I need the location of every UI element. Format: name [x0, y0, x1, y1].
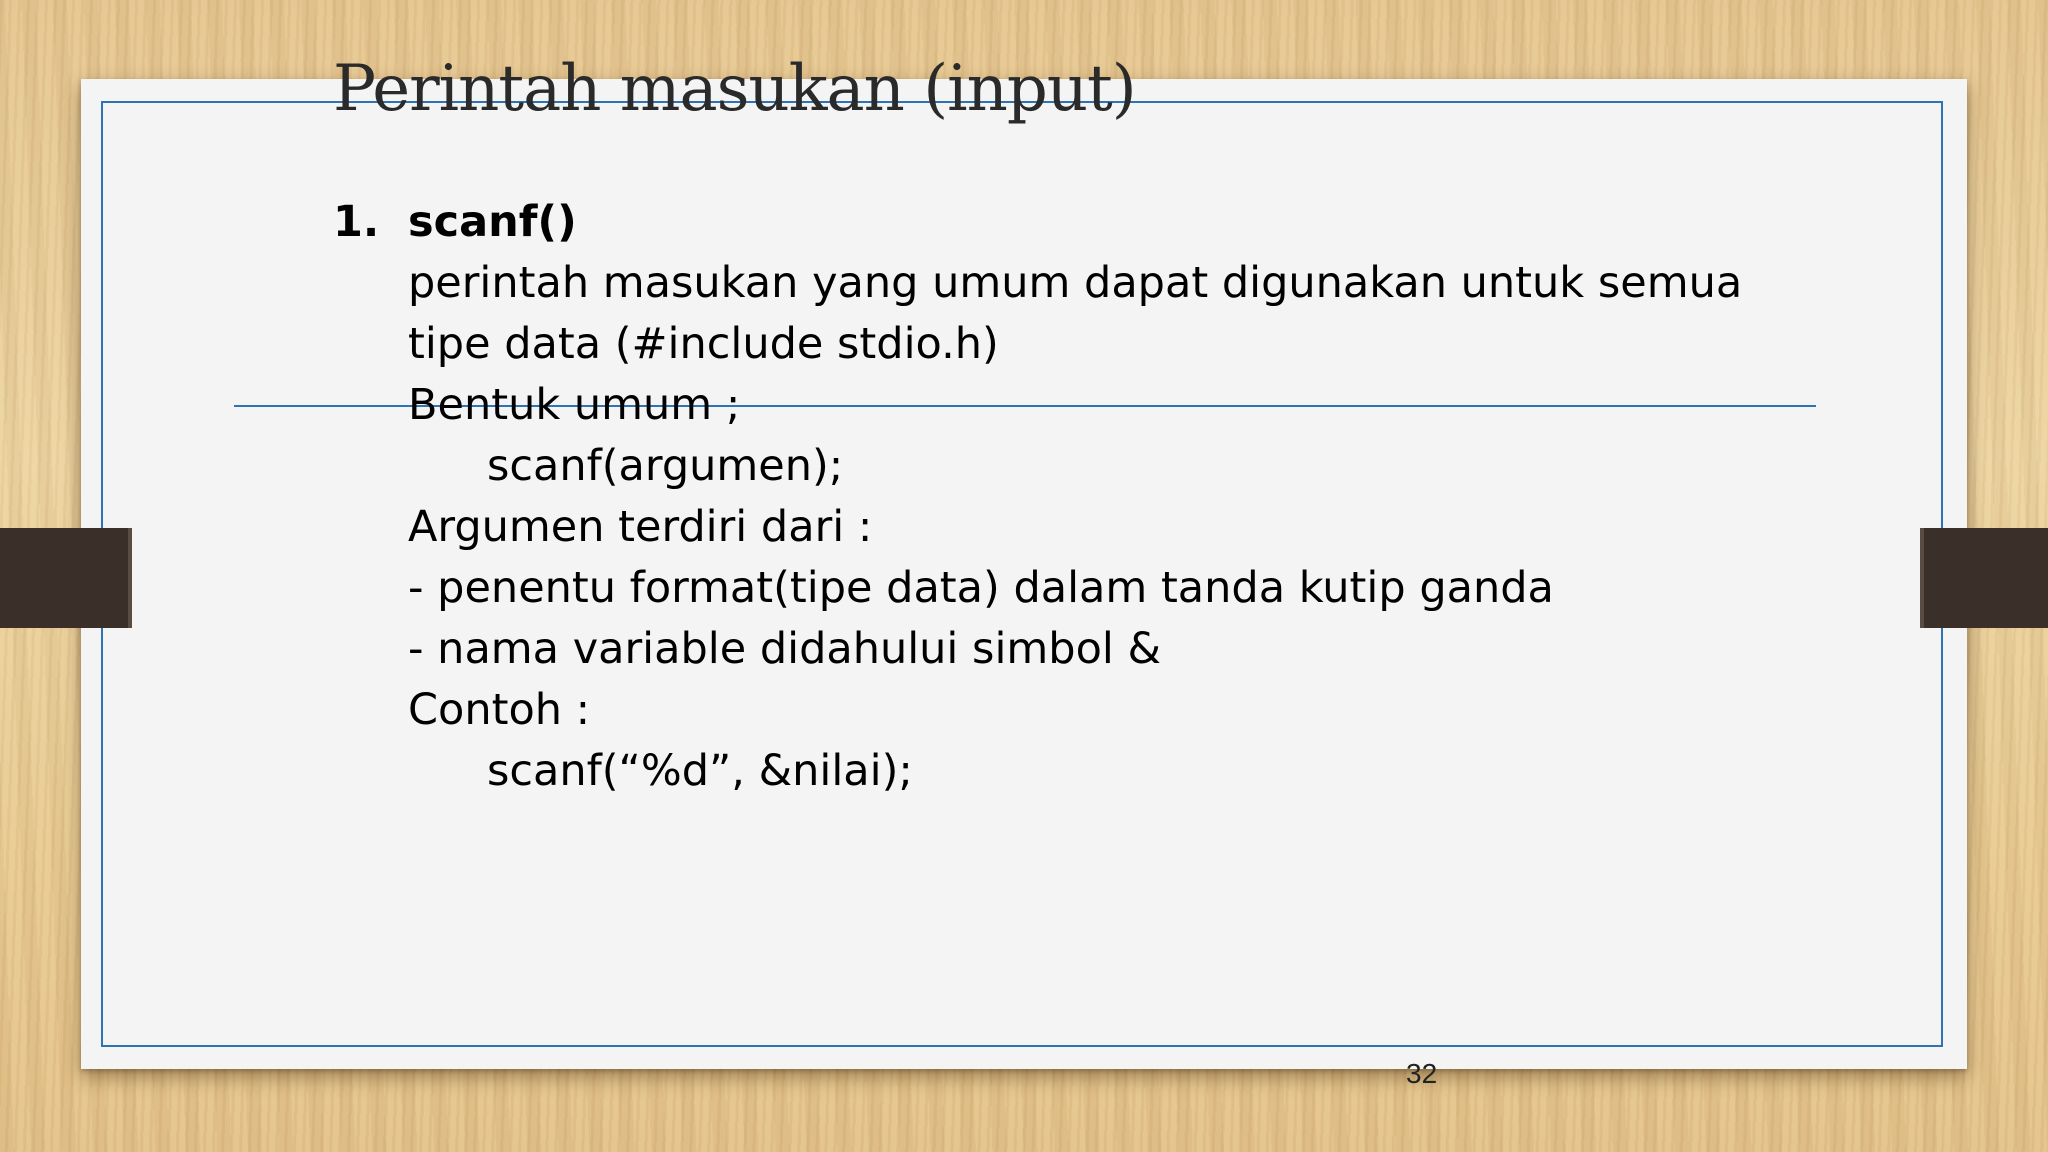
body-line-general-form-label: Bentuk umum ; [408, 380, 741, 430]
body-line-arguments-label: Argumen terdiri dari : [408, 502, 873, 552]
list-item-number: 1. [333, 197, 380, 247]
page-number: 32 [1406, 1058, 1438, 1089]
body-line-description-2: tipe data (#include stdio.h) [408, 319, 999, 369]
left-binder-tab [0, 528, 132, 628]
body-line-argument-variable: - nama variable didahului simbol & [408, 624, 1162, 674]
body-line-argument-format: - penentu format(tipe data) dalam tanda kutip ganda [408, 563, 1554, 613]
list-item-title: scanf() [408, 197, 577, 247]
body-line-description-1: perintah masukan yang umum dapat digunakan untuk semua [408, 258, 1743, 308]
body-line-example-label: Contoh : [408, 685, 591, 735]
body-line-example-code: scanf(“%d”, &nilai); [487, 746, 913, 796]
right-binder-tab [1920, 528, 2048, 628]
slide-title: Perintah masukan (input) [333, 52, 1136, 126]
body-line-general-form-code: scanf(argumen); [487, 441, 844, 491]
slide-body [333, 192, 1813, 802]
list-item-heading [333, 192, 1813, 253]
